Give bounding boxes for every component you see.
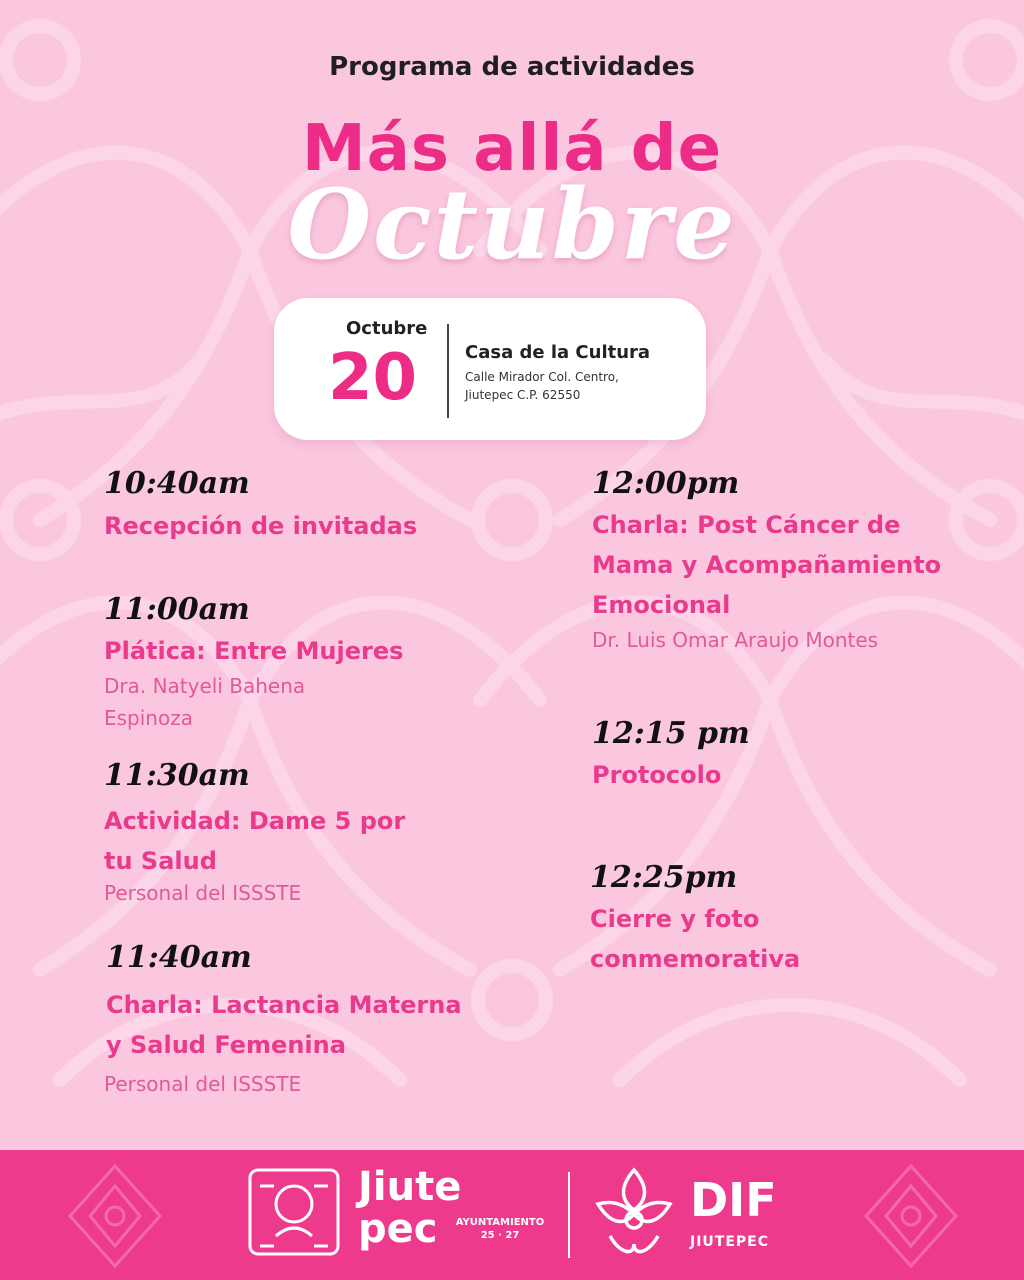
schedule-activity: Charla: Lactancia Materna (106, 991, 462, 1019)
schedule-activity: Recepción de invitadas (104, 512, 418, 540)
venue-name: Casa de la Cultura (465, 342, 651, 363)
schedule-activity: Protocolo (592, 761, 722, 789)
footer-ornament-right-icon (856, 1158, 966, 1274)
ayuntamiento-label (452, 1216, 548, 1242)
date-venue-card (274, 298, 706, 440)
ayuntamiento-period: 25 · 27 (480, 1230, 520, 1241)
schedule-speaker: Personal del ISSSTE (104, 1072, 302, 1096)
schedule-activity: y Salud Femenina (106, 1031, 346, 1059)
schedule-time: 11:30am (104, 758, 250, 793)
schedule-time: 11:00am (104, 592, 250, 627)
footer-ornament-left-icon (60, 1158, 170, 1274)
jiutepec-logo-text (358, 1166, 461, 1250)
event-day: 20 (328, 341, 418, 415)
schedule-time: 10:40am (104, 466, 250, 501)
schedule-activity: Plática: Entre Mujeres (104, 637, 404, 665)
schedule-activity: Charla: Post Cáncer de (592, 511, 901, 539)
ayuntamiento-text: AYUNTAMIENTO (455, 1217, 545, 1228)
schedule-speaker: Espinoza (104, 706, 193, 730)
event-title-line1: Más allá de (302, 112, 722, 186)
event-month: Octubre (346, 318, 428, 339)
schedule-time: 12:00pm (592, 466, 740, 501)
schedule-time: 12:15 pm (592, 716, 750, 751)
schedule-activity: Emocional (592, 591, 731, 619)
event-title-line2: Octubre (287, 168, 737, 281)
schedule-speaker: Personal del ISSSTE (104, 881, 302, 905)
schedule-activity: tu Salud (104, 847, 217, 875)
dif-subtitle: JIUTEPEC (690, 1234, 769, 1250)
footer-divider (568, 1172, 570, 1258)
dif-logo-text: DIF (690, 1173, 777, 1227)
address-line2: Jiutepec C.P. 62550 (465, 388, 581, 402)
schedule-activity: Actividad: Dame 5 por (104, 807, 406, 835)
schedule-time: 11:40am (106, 940, 252, 975)
schedule-activity: Cierre y foto (590, 905, 760, 933)
schedule-speaker: Dr. Luis Omar Araujo Montes (592, 628, 879, 652)
schedule-speaker: Dra. Natyeli Bahena (104, 674, 306, 698)
address-line1: Calle Mirador Col. Centro, (465, 370, 619, 384)
jiutepec-line1: Jiute (358, 1164, 462, 1210)
schedule-activity: Mama y Acompañamiento (592, 551, 942, 579)
program-subtitle: Programa de actividades (329, 52, 695, 82)
jiutepec-emblem-icon (246, 1166, 342, 1258)
dif-flower-icon (590, 1164, 678, 1260)
venue-address (465, 368, 685, 404)
schedule-activity: conmemorativa (590, 945, 801, 973)
card-divider (447, 324, 449, 418)
schedule-time: 12:25pm (590, 860, 738, 895)
jiutepec-line2: pec (358, 1206, 438, 1252)
